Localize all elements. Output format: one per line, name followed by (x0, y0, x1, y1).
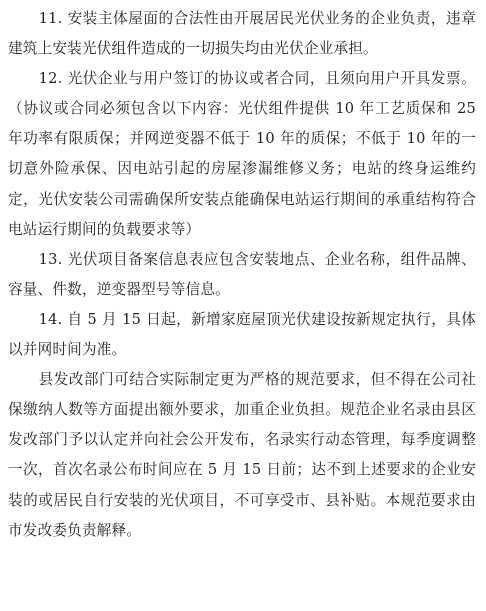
paragraph-county-requirements: 县发改部门可结合实际制定更为严格的规范要求，但不得在公司社保缴纳人数等方面提出额外要求，加重企业负担。规范企业名录由县区发改部门予以认定并向社会公开发布，名录实行动态管理，每季度调整一次，首次名录公布时间应在 5 月 15 日前；达不到上述要求的企业安装的或居民自行安装的光伏项目，不可享受市、县补贴。本规范要求由市发改委负责解释。 (8, 371, 476, 539)
paragraph-item-12: 12. 光伏企业与用户签订的协议或者合同，且须向用户开具发票。（协议或合同必须包含以下内容：光伏组件提供 10 年工艺质保和 25 年功率有限质保；并网逆变器不低于 10 年的质保；不低于 10 年的一切意外险承保、因电站引起的房屋渗漏维修义务；电站的终身运维约定，光伏安装公司需确保所安装点能确保电站运行期间的承重结构符合电站运行期间的负载要求等） (8, 70, 476, 238)
paragraph-item-14: 14. 自 5 月 15 日起，新增家庭屋顶光伏建设按新规定执行，具体以并网时间为准。 (8, 310, 476, 359)
paragraph-item-11: 11. 安装主体屋面的合法性由开展居民光伏业务的企业负责，违章建筑上安装光伏组件造成的一切损失均由光伏企业承担。 (8, 10, 476, 58)
paragraph-item-13: 13. 光伏项目备案信息表应包含安装地点、企业名称，组件品牌、容量、件数，逆变器型号等信息。 (8, 250, 476, 298)
